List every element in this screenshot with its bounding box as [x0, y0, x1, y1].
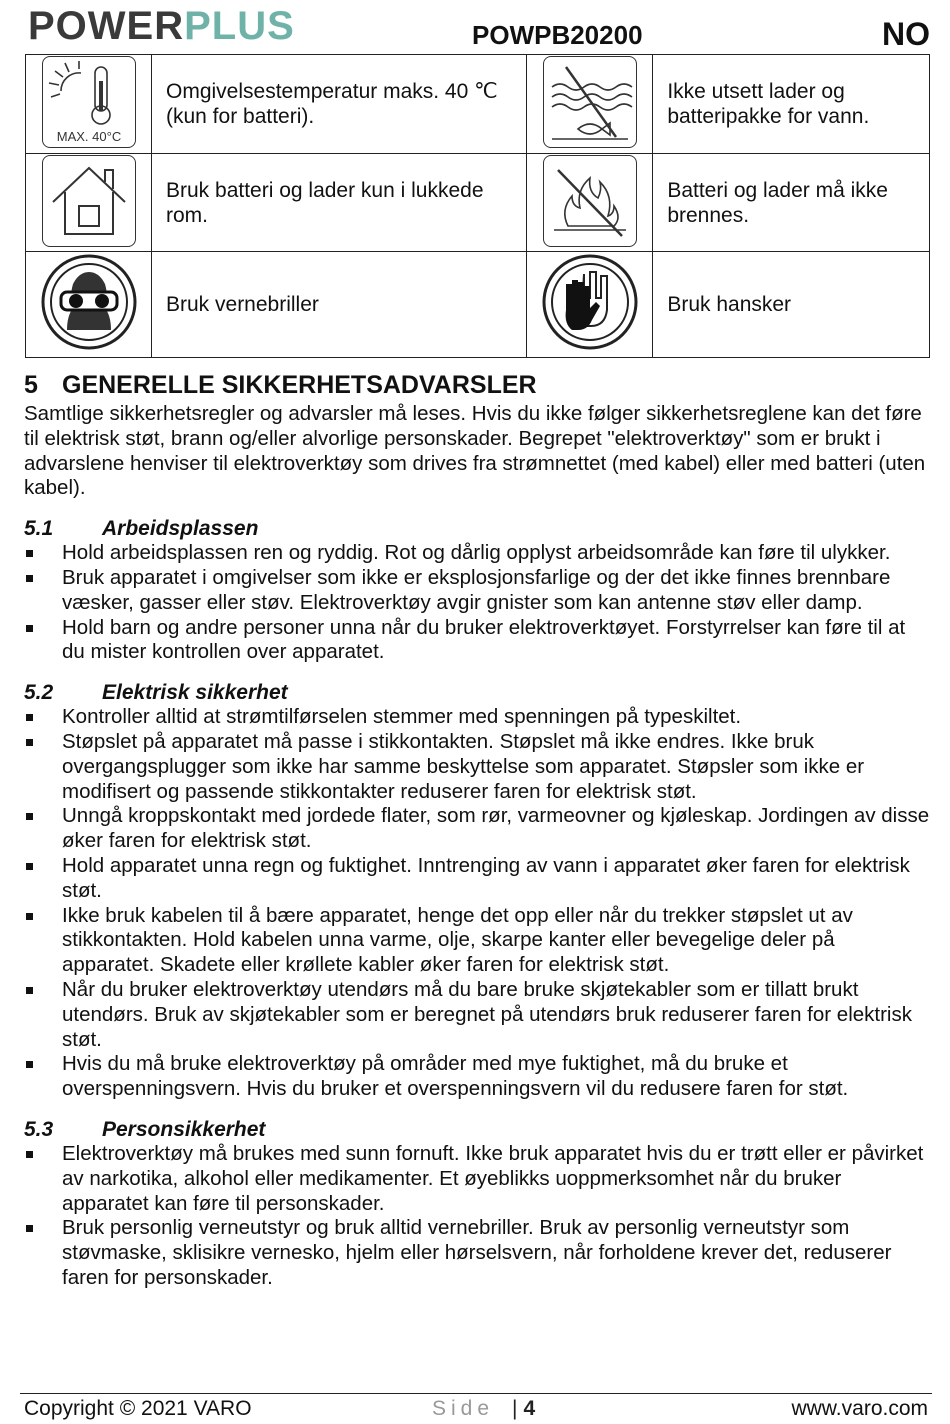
list-item: Hold barn og andre personer unna når du bruker elektroverktøyet. Forstyrrelser kan føre til at du mister kontrollen over apparatet. [24, 616, 932, 666]
bullet-icon [26, 1151, 33, 1158]
bullet-list [24, 541, 932, 665]
symbol-cell [26, 154, 152, 252]
list-item: Hvis du må bruke elektroverktøy på områder med mye fuktighet, må du bruke et overspenningsvern. Hvis du bruker et overspenningsvern vil du redusere faren for støt. [24, 1052, 932, 1102]
bullet-list [24, 1142, 932, 1291]
symbol-text: Ikke utsett lader og batteripakke for vann. [653, 55, 930, 154]
no-water-icon [543, 56, 637, 148]
symbol-text: Bruk batteri og lader kun i lukkede rom. [152, 154, 527, 252]
symbol-cell [527, 154, 653, 252]
bullet-list [24, 705, 932, 1102]
symbol-text: Batteri og lader må ikke brennes. [653, 154, 930, 252]
svg-text:MAX. 40°C: MAX. 40°C [56, 129, 121, 144]
list-item: Elektroverktøy må brukes med sunn fornuft. Ikke bruk apparatet hvis du er trøtt eller er påvirket av narkotika, alkohol eller medikamenter. Et øyeblikks uoppmerksomhet når du bruker apparatet kan føre til personskader. [24, 1142, 932, 1216]
page-number: | 4 [512, 1397, 536, 1420]
symbol-cell [527, 252, 653, 358]
no-fire-icon [543, 155, 637, 247]
symbol-cell [527, 55, 653, 154]
bullet-icon [26, 987, 33, 994]
language-code: NO [882, 16, 930, 52]
subsection-heading: 5.2 Elektrisk sikkerhet [24, 681, 288, 705]
symbol-cell [26, 55, 152, 154]
list-item: Hold apparatet unna regn og fuktighet. Inntrenging av vann i apparatet øker faren for elektrisk støt. [24, 854, 932, 904]
main-content [24, 368, 932, 1291]
section-heading: 5 GENERELLE SIKKERHETSADVARSLER [24, 371, 537, 399]
list-item: Bruk apparatet i omgivelser som ikke er eksplosjonsfarlige og der det ikke finnes brennbare væsker, gasser eller støv. Elektroverktøy avgir gnister som kan antenne støv eller damp. [24, 566, 932, 616]
bullet-icon [26, 813, 33, 820]
symbol-text: Bruk vernebriller [152, 252, 527, 358]
side-label: Side [432, 1397, 495, 1420]
subsection-heading: 5.1 Arbeidsplassen [24, 517, 259, 541]
list-item: Bruk personlig verneutstyr og bruk alltid vernebriller. Bruk av personlig verneutstyr som støvmaske, sklisikre vernesko, hjelm eller hørselsvern, når forholdene krever det, reduserer faren for personskader. [24, 1216, 932, 1290]
bullet-icon [26, 1225, 33, 1232]
indoor-house-icon [42, 155, 136, 247]
section-intro: Samtlige sikkerhetsregler og advarsler må leses. Hvis du ikke følger sikkerhetsreglene kan det føre til elektrisk støt, brann og/eller alvorlige personskader. Begrepet "elektroverktøy" som er brukt i advarslene henviser til elektroverktøy som drives fra strømnettet (med kabel) eller med batteri (uten kabel). [24, 402, 926, 500]
bullet-icon [26, 913, 33, 920]
powerplus-logo: POWERPLUS [28, 4, 295, 48]
bullet-icon [26, 625, 33, 632]
website-link[interactable]: www.varo.com [791, 1397, 928, 1420]
subsection-heading: 5.3 Personsikkerhet [24, 1117, 266, 1141]
symbol-text: Omgivelsestemperatur maks. 40 ℃ (kun for batteri). [152, 55, 527, 154]
bullet-icon [26, 863, 33, 870]
list-item: Når du bruker elektroverktøy utendørs må du bare bruke skjøtekabler som er tillatt brukt utendørs. Bruk av skjøtekabler som er beregnet på utendørs bruk reduserer faren for elektrisk støt. [24, 978, 932, 1052]
footer-divider [20, 1393, 932, 1394]
page-header [0, 0, 950, 54]
list-item: Unngå kroppskontakt med jordede flater, som rør, varmeovner og kjøleskap. Jordingen av disse øker faren for elektrisk støt. [24, 804, 932, 854]
thermometer-max-40c-icon [42, 56, 136, 148]
list-item: Kontroller alltid at strømtilførselen stemmer med spenningen på typeskiltet. [24, 705, 932, 730]
symbol-cell [26, 252, 152, 358]
copyright: Copyright © 2021 VARO [24, 1397, 252, 1420]
safety-goggles-icon [39, 252, 139, 352]
bullet-icon [26, 714, 33, 721]
symbols-table [25, 54, 930, 358]
list-item: Støpslet på apparatet må passe i stikkontakten. Støpslet må ikke endres. Ikke bruk overgangsplugger som ikke har samme beskyttelse som apparatet. Støpsler som ikke er modifisert og passende stikkontakter reduserer faren for elektrisk støt. [24, 730, 932, 804]
list-item: Ikke bruk kabelen til å bære apparatet, henge det opp eller når du trekker støpslet ut av stikkontakten. Hold kabelen unna varme, olje, skarpe kanter eller bevegelige deler på apparatet. Skadete eller krøllete kabler øker faren for elektrisk støt. [24, 904, 932, 978]
list-item: Hold arbeidsplassen ren og ryddig. Rot og dårlig opplyst arbeidsområde kan føre til ulykker. [24, 541, 932, 566]
bullet-icon [26, 575, 33, 582]
gloves-icon [540, 252, 640, 352]
bullet-icon [26, 1061, 33, 1068]
bullet-icon [26, 739, 33, 746]
symbol-text: Bruk hansker [653, 252, 930, 358]
bullet-icon [26, 550, 33, 557]
model-number: POWPB20200 [472, 20, 643, 50]
